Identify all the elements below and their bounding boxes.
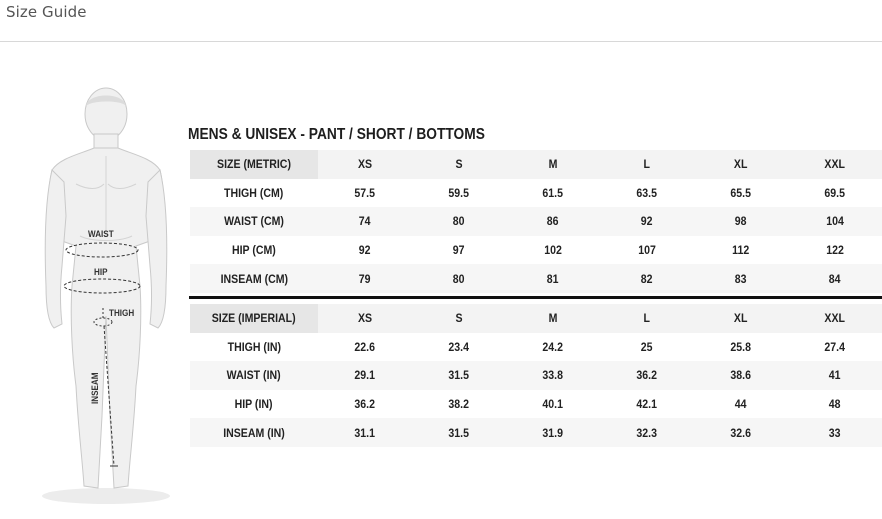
table-cell: 65.5: [694, 179, 788, 208]
table-cell: 81: [506, 264, 600, 293]
inseam-label: INSEAM: [90, 372, 100, 404]
row-label: INSEAM (CM): [190, 264, 318, 293]
table-cell: 74: [318, 207, 412, 236]
header-divider: [0, 41, 882, 42]
table-cell: 112: [694, 236, 788, 265]
size-header-cell: L: [600, 304, 694, 333]
table-header-row: [190, 304, 882, 333]
table-cell: 79: [318, 264, 412, 293]
body-measurement-figure: [36, 86, 176, 510]
row-label: HIP (CM): [190, 236, 318, 265]
thigh-label: THIGH: [109, 308, 135, 318]
table-cell: 27.4: [788, 333, 882, 362]
table-cell: 98: [694, 207, 788, 236]
table-cell: 86: [506, 207, 600, 236]
table-cell: 38.2: [412, 390, 506, 419]
table-cell: 102: [506, 236, 600, 265]
table-row: [190, 179, 882, 208]
imperial-size-table: [190, 304, 882, 447]
table-cell: 61.5: [506, 179, 600, 208]
table-row: [190, 207, 882, 236]
table-cell: 25: [600, 333, 694, 362]
table-cell: 92: [318, 236, 412, 265]
table-cell: 25.8: [694, 333, 788, 362]
metric-size-table: [190, 150, 882, 293]
size-header-cell: XS: [318, 150, 412, 179]
table-cell: 59.5: [412, 179, 506, 208]
row-label: WAIST (IN): [190, 361, 318, 390]
table-cell: 42.1: [600, 390, 694, 419]
table-cell: 33.8: [506, 361, 600, 390]
size-header-cell: XL: [694, 304, 788, 333]
table-cell: 36.2: [318, 390, 412, 419]
table-cell: 32.3: [600, 418, 694, 447]
table-cell: 44: [694, 390, 788, 419]
row-label: INSEAM (IN): [190, 418, 318, 447]
size-header-cell: S: [412, 150, 506, 179]
table-cell: 63.5: [600, 179, 694, 208]
size-header-cell: XXL: [788, 150, 882, 179]
table-cell: 97: [412, 236, 506, 265]
waist-label: WAIST: [88, 229, 114, 239]
row-label: THIGH (CM): [190, 179, 318, 208]
table-cell: 82: [600, 264, 694, 293]
table-cell: 31.1: [318, 418, 412, 447]
table-cell: 23.4: [412, 333, 506, 362]
table-row: [190, 361, 882, 390]
size-header-cell: XXL: [788, 304, 882, 333]
row-label: HIP (IN): [190, 390, 318, 419]
body-silhouette-icon: [36, 86, 176, 510]
table-cell: 22.6: [318, 333, 412, 362]
table-row: [190, 333, 882, 362]
table-cell: 32.6: [694, 418, 788, 447]
section-divider: [189, 296, 882, 299]
table-cell: 31.5: [412, 361, 506, 390]
imperial-header-cell: SIZE (IMPERIAL): [190, 304, 318, 333]
table-cell: 80: [412, 207, 506, 236]
table-cell: 31.9: [506, 418, 600, 447]
table-cell: 122: [788, 236, 882, 265]
table-cell: 29.1: [318, 361, 412, 390]
size-header-cell: M: [506, 304, 600, 333]
table-cell: 24.2: [506, 333, 600, 362]
size-header-cell: XS: [318, 304, 412, 333]
table-cell: 36.2: [600, 361, 694, 390]
table-cell: 33: [788, 418, 882, 447]
table-row: [190, 390, 882, 419]
table-cell: 38.6: [694, 361, 788, 390]
page-title: Size Guide: [6, 3, 87, 21]
table-cell: 92: [600, 207, 694, 236]
size-header-cell: XL: [694, 150, 788, 179]
table-cell: 57.5: [318, 179, 412, 208]
table-cell: 40.1: [506, 390, 600, 419]
size-header-cell: S: [412, 304, 506, 333]
table-row: [190, 264, 882, 293]
table-cell: 84: [788, 264, 882, 293]
table-cell: 41: [788, 361, 882, 390]
table-row: [190, 418, 882, 447]
table-title: MENS & UNISEX - PANT / SHORT / BOTTOMS: [188, 126, 485, 143]
table-cell: 107: [600, 236, 694, 265]
table-cell: 83: [694, 264, 788, 293]
metric-header-cell: SIZE (METRIC): [190, 150, 318, 179]
table-row: [190, 236, 882, 265]
hip-label: HIP: [94, 267, 108, 277]
size-header-cell: L: [600, 150, 694, 179]
table-cell: 80: [412, 264, 506, 293]
table-cell: 31.5: [412, 418, 506, 447]
row-label: THIGH (IN): [190, 333, 318, 362]
row-label: WAIST (CM): [190, 207, 318, 236]
table-header-row: [190, 150, 882, 179]
table-cell: 48: [788, 390, 882, 419]
table-cell: 104: [788, 207, 882, 236]
table-cell: 69.5: [788, 179, 882, 208]
size-header-cell: M: [506, 150, 600, 179]
